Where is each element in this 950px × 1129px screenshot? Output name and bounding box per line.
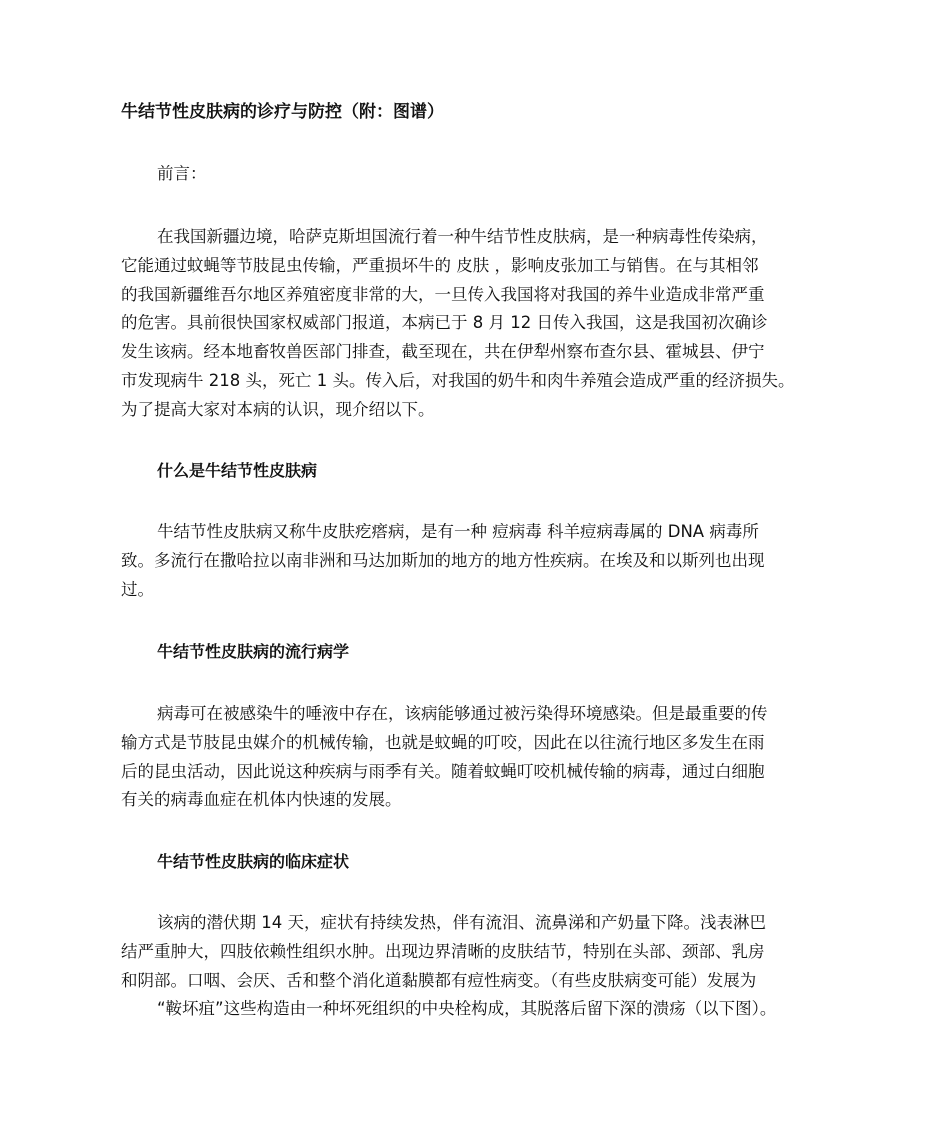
intro-paragraph [121,223,841,425]
section-line: 有关的病毒血症在机体内快速的发展。 [121,790,402,810]
intro-line: 的危害。具前很快国家权威部门报道，本病已于 8 月 12 日传入我国，这是我国初次确诊 [121,313,768,333]
intro-line: 发生该病。经本地畜牧兽医部门排查，截至现在，共在伊犁州察布查尔县、霍城县、伊宁 [121,342,765,362]
intro-line: 的我国新疆维吾尔地区养殖密度非常的大，一旦传入我国将对我国的养牛业造成非常严重 [121,284,765,304]
preface-label: 前言： [157,164,207,183]
intro-line: 在我国新疆边境，哈萨克斯坦国流行着一种牛结节性皮肤病，是一种病毒性传染病， [157,227,768,246]
section-heading-epidemiology: 牛结节性皮肤病的流行病学 [157,642,350,661]
section-line: 过。 [121,579,154,599]
section-line: 后的昆虫活动，因此说这种疾病与雨季有关。随着蚊蝇叮咬机械传输的病毒，通过白细胞 [121,761,765,781]
section-line: 输方式是节肢昆虫媒介的机械传输，也就是蚊蝇的叮咬，因此在以往流行地区多发生在雨 [121,732,765,752]
section-line: 病毒可在被感染牛的唾液中存在，该病能够通过被污染得环境感染。但是最重要的传 [157,704,768,723]
section-line: 该病的潜伏期 14 天，症状有持续发热，伴有流泪、流鼻涕和产奶量下降。浅表淋巴 [157,913,766,932]
section-line: 牛结节性皮肤病又称牛皮肤疙瘩病，是有一种 痘病毒 科羊痘病毒属的 DNA 病毒所 [157,522,759,541]
section-paragraph-clinical-symptoms [121,909,841,1024]
section-heading-clinical-symptoms: 牛结节性皮肤病的临床症状 [157,852,350,871]
section-paragraph-what-is [121,518,841,604]
intro-line: 为了提高大家对本病的认识，现介绍以下。 [121,399,435,419]
intro-line: 市发现病牛 218 头，死亡 1 头。传入后，对我国的奶牛和肉牛养殖会造成严重的经济损失。 [121,370,795,390]
document-title: 牛结节性皮肤病的诊疗与防控（附：图谱） [121,102,444,122]
section-line: 和阴部。口咽、会厌、舌和整个消化道黏膜都有痘性病变。（有些皮肤病变可能）发展为 [121,970,757,990]
section-line: “鞍坏疽”这些构造由一种坏死组织的中央栓构成，其脱落后留下深的溃疡（以下图）。 [157,999,777,1019]
section-paragraph-epidemiology [121,700,841,815]
section-line: 致。多流行在撒哈拉以南非洲和马达加斯加的地方的地方性疾病。在埃及和以斯列也出现 [121,550,765,570]
section-line: 结严重肿大，四肢依赖性组织水肿。出现边界清晰的皮肤结节，特别在头部、颈部、乳房 [121,941,765,961]
section-heading-what-is: 什么是牛结节性皮肤病 [157,461,318,480]
intro-line: 它能通过蚊蝇等节肢昆虫传输，严重损坏牛的 皮肤 ，影响皮张加工与销售。在与其相邻 [121,255,759,275]
